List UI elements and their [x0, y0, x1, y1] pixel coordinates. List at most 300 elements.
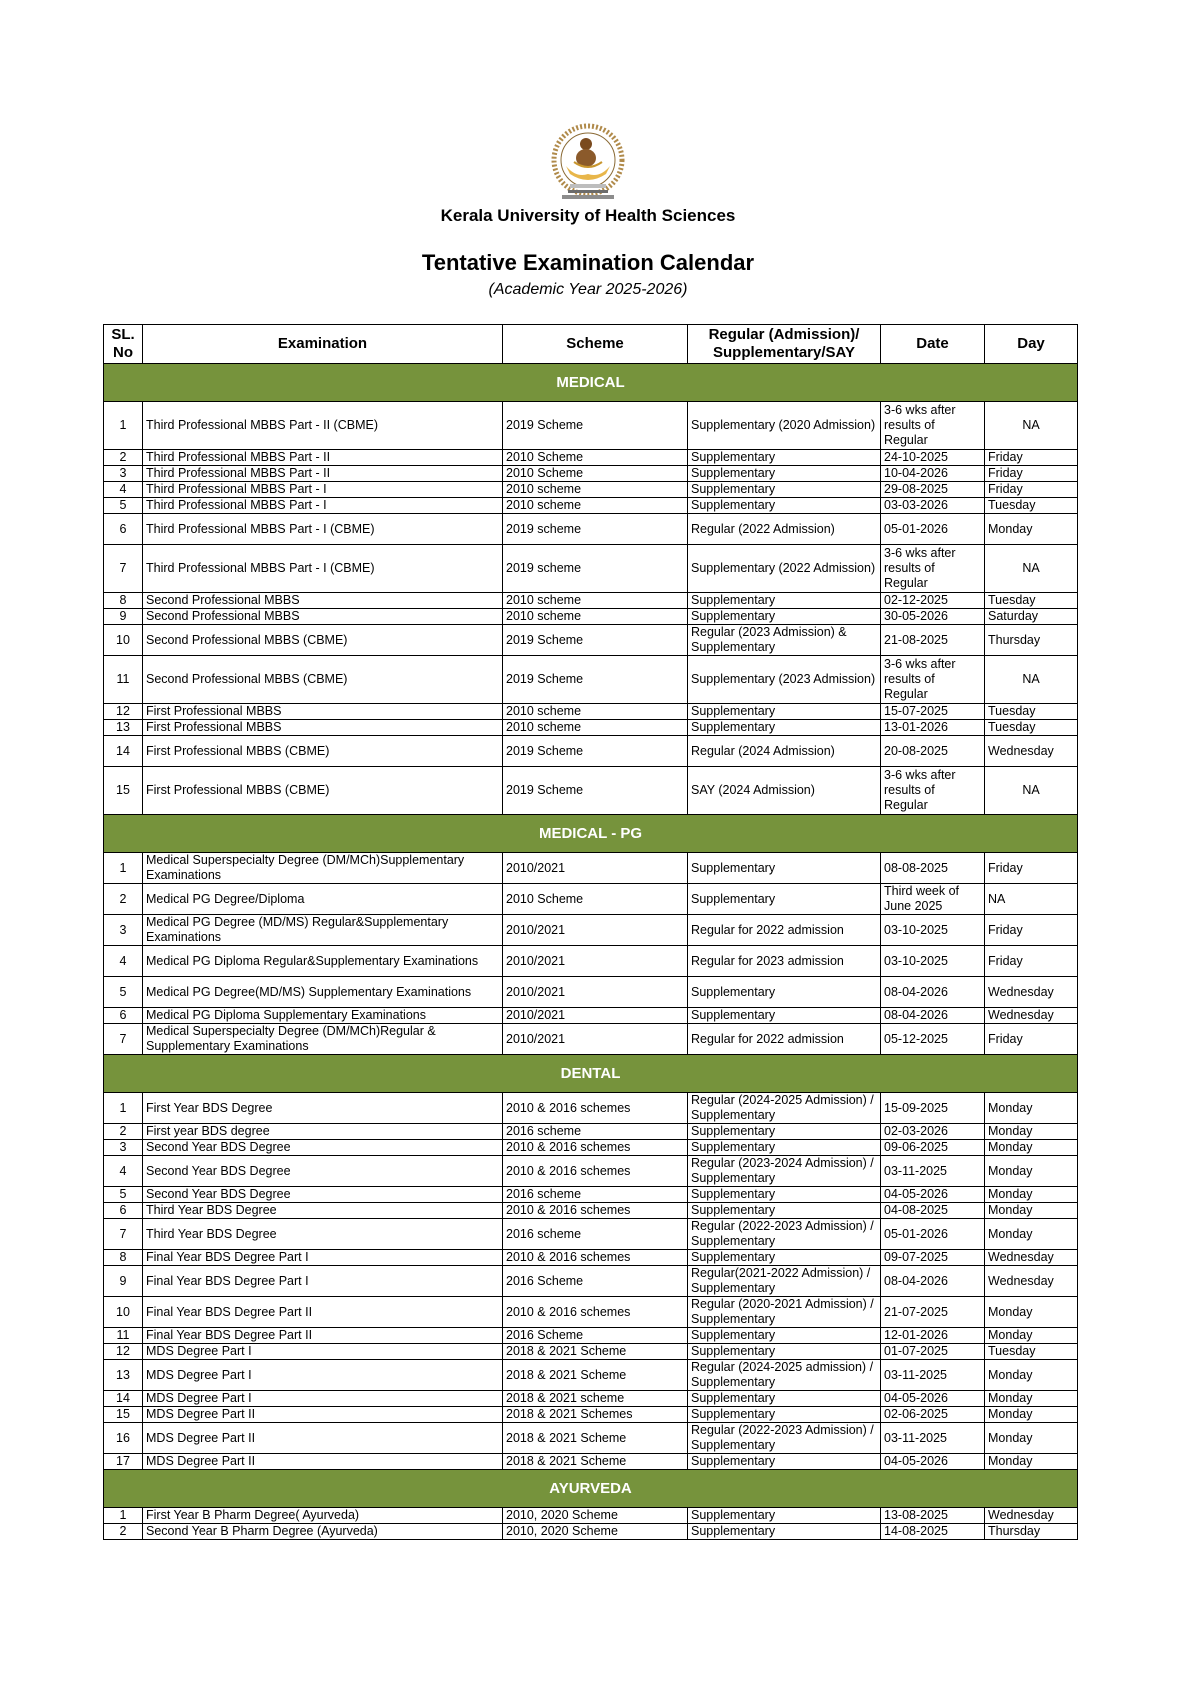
exam-calendar-table — [103, 324, 1078, 1540]
col-header-sl: SL. No — [104, 325, 143, 364]
table-row — [104, 736, 1078, 767]
cell-type: Regular for 2023 admission — [688, 946, 881, 977]
cell-date: 3-6 wks after results of Regular — [881, 767, 985, 815]
table-row — [104, 977, 1078, 1008]
cell-examination: First year BDS degree — [143, 1124, 503, 1140]
cell-examination: Final Year BDS Degree Part I — [143, 1250, 503, 1266]
cell-scheme: 2010 scheme — [503, 609, 688, 625]
cell-sl: 12 — [104, 704, 143, 720]
cell-examination: First Professional MBBS (CBME) — [143, 736, 503, 767]
table-row — [104, 450, 1078, 466]
cell-day: Friday — [985, 482, 1078, 498]
cell-day: Tuesday — [985, 1344, 1078, 1360]
cell-sl: 16 — [104, 1423, 143, 1454]
col-header-examination: Examination — [143, 325, 503, 364]
cell-examination: First Professional MBBS (CBME) — [143, 767, 503, 815]
cell-date: 21-07-2025 — [881, 1297, 985, 1328]
table-row — [104, 482, 1078, 498]
cell-scheme: 2010 scheme — [503, 593, 688, 609]
cell-day: Friday — [985, 915, 1078, 946]
cell-date: 15-09-2025 — [881, 1093, 985, 1124]
cell-scheme: 2018 & 2021 Scheme — [503, 1360, 688, 1391]
cell-examination: Third Professional MBBS Part - I (CBME) — [143, 514, 503, 545]
cell-sl: 6 — [104, 1203, 143, 1219]
cell-day: Monday — [985, 1187, 1078, 1203]
cell-examination: Third Professional MBBS Part - I (CBME) — [143, 545, 503, 593]
table-row — [104, 1360, 1078, 1391]
cell-date: 05-01-2026 — [881, 1219, 985, 1250]
cell-sl: 2 — [104, 884, 143, 915]
cell-type: Supplementary (2023 Admission) — [688, 656, 881, 704]
section-row — [104, 1055, 1078, 1093]
cell-sl: 6 — [104, 514, 143, 545]
cell-type: Supplementary — [688, 1124, 881, 1140]
cell-examination: Medical PG Degree/Diploma — [143, 884, 503, 915]
cell-date: 03-03-2026 — [881, 498, 985, 514]
cell-day: Monday — [985, 1360, 1078, 1391]
cell-type: Supplementary — [688, 1008, 881, 1024]
cell-examination: Third Year BDS Degree — [143, 1219, 503, 1250]
cell-scheme: 2010 & 2016 schemes — [503, 1156, 688, 1187]
cell-type: Regular (2020-2021 Admission) / Supplementary — [688, 1297, 881, 1328]
cell-scheme: 2018 & 2021 Schemes — [503, 1407, 688, 1423]
cell-examination: Medical PG Degree (MD/MS) Regular&Supplementary Examinations — [143, 915, 503, 946]
table-row — [104, 1203, 1078, 1219]
cell-date: 20-08-2025 — [881, 736, 985, 767]
cell-scheme: 2010 Scheme — [503, 466, 688, 482]
section-row — [104, 815, 1078, 853]
cell-type: Regular (2024-2025 Admission) / Supplementary — [688, 1093, 881, 1124]
cell-day: Tuesday — [985, 720, 1078, 736]
table-row — [104, 1024, 1078, 1055]
cell-scheme: 2018 & 2021 Scheme — [503, 1344, 688, 1360]
cell-examination: Second Professional MBBS — [143, 609, 503, 625]
cell-date: 08-04-2026 — [881, 1266, 985, 1297]
section-row — [104, 364, 1078, 402]
cell-scheme: 2016 scheme — [503, 1219, 688, 1250]
table-row — [104, 915, 1078, 946]
cell-day: Monday — [985, 1328, 1078, 1344]
cell-day: NA — [985, 402, 1078, 450]
table-row — [104, 593, 1078, 609]
cell-examination: Medical PG Diploma Regular&Supplementary Examinations — [143, 946, 503, 977]
cell-date: 13-08-2025 — [881, 1508, 985, 1524]
cell-type: SAY (2024 Admission) — [688, 767, 881, 815]
cell-sl: 4 — [104, 1156, 143, 1187]
cell-day: Tuesday — [985, 498, 1078, 514]
cell-sl: 13 — [104, 1360, 143, 1391]
table-row — [104, 466, 1078, 482]
cell-examination: First Professional MBBS — [143, 720, 503, 736]
cell-scheme: 2010 scheme — [503, 482, 688, 498]
cell-sl: 17 — [104, 1454, 143, 1470]
cell-sl: 10 — [104, 625, 143, 656]
cell-type: Supplementary — [688, 884, 881, 915]
cell-day: Wednesday — [985, 977, 1078, 1008]
cell-type: Supplementary — [688, 450, 881, 466]
cell-examination: Medical Superspecialty Degree (DM/MCh)Supplementary Examinations — [143, 853, 503, 884]
cell-scheme: 2010 Scheme — [503, 450, 688, 466]
cell-examination: Third Professional MBBS Part - II — [143, 450, 503, 466]
table-row — [104, 853, 1078, 884]
cell-sl: 1 — [104, 853, 143, 884]
cell-sl: 10 — [104, 1297, 143, 1328]
cell-sl: 7 — [104, 1219, 143, 1250]
cell-sl: 11 — [104, 656, 143, 704]
section-row — [104, 1470, 1078, 1508]
cell-day: Saturday — [985, 609, 1078, 625]
cell-sl: 14 — [104, 736, 143, 767]
cell-examination: Second Professional MBBS — [143, 593, 503, 609]
cell-sl: 5 — [104, 498, 143, 514]
cell-examination: Final Year BDS Degree Part II — [143, 1297, 503, 1328]
cell-examination: Final Year BDS Degree Part II — [143, 1328, 503, 1344]
cell-day: Monday — [985, 1156, 1078, 1187]
cell-type: Supplementary — [688, 720, 881, 736]
table-row — [104, 720, 1078, 736]
cell-date: 13-01-2026 — [881, 720, 985, 736]
cell-type: Supplementary — [688, 593, 881, 609]
cell-date: 12-01-2026 — [881, 1328, 985, 1344]
cell-date: 09-06-2025 — [881, 1140, 985, 1156]
cell-sl: 8 — [104, 593, 143, 609]
cell-scheme: 2019 Scheme — [503, 736, 688, 767]
cell-examination: MDS Degree Part II — [143, 1454, 503, 1470]
cell-examination: First Professional MBBS — [143, 704, 503, 720]
cell-type: Regular(2021-2022 Admission) / Supplementary — [688, 1266, 881, 1297]
table-row — [104, 625, 1078, 656]
cell-examination: Medical PG Diploma Supplementary Examinations — [143, 1008, 503, 1024]
cell-date: 03-11-2025 — [881, 1156, 985, 1187]
university-logo — [540, 122, 636, 206]
cell-type: Supplementary — [688, 1250, 881, 1266]
cell-sl: 9 — [104, 1266, 143, 1297]
calendar-body — [104, 364, 1078, 1540]
cell-date: 03-11-2025 — [881, 1360, 985, 1391]
cell-date: 10-04-2026 — [881, 466, 985, 482]
cell-scheme: 2018 & 2021 Scheme — [503, 1423, 688, 1454]
cell-sl: 11 — [104, 1328, 143, 1344]
cell-date: 21-08-2025 — [881, 625, 985, 656]
table-row — [104, 1423, 1078, 1454]
cell-day: Monday — [985, 1124, 1078, 1140]
cell-scheme: 2018 & 2021 Scheme — [503, 1454, 688, 1470]
cell-type: Supplementary — [688, 1524, 881, 1540]
cell-type: Regular (2024-2025 admission) / Supplementary — [688, 1360, 881, 1391]
table-row — [104, 1454, 1078, 1470]
table-row — [104, 1524, 1078, 1540]
col-header-date: Date — [881, 325, 985, 364]
cell-sl: 5 — [104, 977, 143, 1008]
table-row — [104, 1391, 1078, 1407]
cell-type: Supplementary — [688, 1407, 881, 1423]
cell-date: 03-11-2025 — [881, 1423, 985, 1454]
cell-scheme: 2010/2021 — [503, 977, 688, 1008]
cell-date: 08-04-2026 — [881, 1008, 985, 1024]
cell-day: Tuesday — [985, 704, 1078, 720]
cell-day: Friday — [985, 853, 1078, 884]
table-row — [104, 1140, 1078, 1156]
cell-day: Wednesday — [985, 736, 1078, 767]
cell-type: Supplementary — [688, 466, 881, 482]
cell-date: 04-05-2026 — [881, 1187, 985, 1203]
cell-type: Regular (2022-2023 Admission) / Supplementary — [688, 1219, 881, 1250]
cell-date: 09-07-2025 — [881, 1250, 985, 1266]
table-row — [104, 1297, 1078, 1328]
cell-examination: Third Professional MBBS Part - II — [143, 466, 503, 482]
table-row — [104, 704, 1078, 720]
section-title: MEDICAL — [104, 364, 1078, 402]
cell-sl: 1 — [104, 1093, 143, 1124]
cell-date: 08-04-2026 — [881, 977, 985, 1008]
section-title: DENTAL — [104, 1055, 1078, 1093]
cell-examination: Medical Superspecialty Degree (DM/MCh)Regular & Supplementary Examinations — [143, 1024, 503, 1055]
cell-date: 30-05-2026 — [881, 609, 985, 625]
cell-type: Supplementary — [688, 609, 881, 625]
table-row — [104, 1124, 1078, 1140]
cell-sl: 1 — [104, 1508, 143, 1524]
cell-day: Monday — [985, 1203, 1078, 1219]
cell-date: 15-07-2025 — [881, 704, 985, 720]
cell-day: Monday — [985, 1391, 1078, 1407]
cell-day: Monday — [985, 1407, 1078, 1423]
cell-scheme: 2010/2021 — [503, 1008, 688, 1024]
table-row — [104, 1187, 1078, 1203]
cell-date: 3-6 wks after results of Regular — [881, 402, 985, 450]
cell-examination: Third Professional MBBS Part - I — [143, 498, 503, 514]
cell-scheme: 2016 scheme — [503, 1124, 688, 1140]
table-row — [104, 1508, 1078, 1524]
cell-scheme: 2010 scheme — [503, 498, 688, 514]
cell-day: Monday — [985, 1454, 1078, 1470]
cell-examination: Second Year B Pharm Degree (Ayurveda) — [143, 1524, 503, 1540]
cell-sl: 5 — [104, 1187, 143, 1203]
cell-scheme: 2010 & 2016 schemes — [503, 1093, 688, 1124]
col-header-type: Regular (Admission)/ Supplementary/SAY — [688, 325, 881, 364]
cell-examination: Second Professional MBBS (CBME) — [143, 656, 503, 704]
cell-date: 04-05-2026 — [881, 1391, 985, 1407]
cell-sl: 7 — [104, 545, 143, 593]
cell-examination: Third Professional MBBS Part - II (CBME) — [143, 402, 503, 450]
cell-date: 3-6 wks after results of Regular — [881, 545, 985, 593]
cell-date: 04-08-2025 — [881, 1203, 985, 1219]
cell-date: 02-03-2026 — [881, 1124, 985, 1140]
table-row — [104, 514, 1078, 545]
cell-examination: Final Year BDS Degree Part I — [143, 1266, 503, 1297]
table-row — [104, 656, 1078, 704]
cell-day: Wednesday — [985, 1508, 1078, 1524]
cell-examination: Second Year BDS Degree — [143, 1187, 503, 1203]
cell-sl: 6 — [104, 1008, 143, 1024]
cell-day: Wednesday — [985, 1250, 1078, 1266]
table-row — [104, 767, 1078, 815]
cell-scheme: 2010 & 2016 schemes — [503, 1203, 688, 1219]
cell-type: Supplementary — [688, 1454, 881, 1470]
cell-sl: 2 — [104, 1524, 143, 1540]
cell-day: Monday — [985, 1140, 1078, 1156]
cell-date: 02-06-2025 — [881, 1407, 985, 1423]
cell-scheme: 2010/2021 — [503, 915, 688, 946]
cell-date: 04-05-2026 — [881, 1454, 985, 1470]
table-row — [104, 1328, 1078, 1344]
cell-date: 03-10-2025 — [881, 915, 985, 946]
cell-type: Regular (2022 Admission) — [688, 514, 881, 545]
cell-type: Supplementary — [688, 853, 881, 884]
col-header-scheme: Scheme — [503, 325, 688, 364]
cell-day: Tuesday — [985, 593, 1078, 609]
cell-sl: 9 — [104, 609, 143, 625]
cell-type: Supplementary — [688, 1508, 881, 1524]
cell-examination: MDS Degree Part II — [143, 1407, 503, 1423]
cell-examination: Third Professional MBBS Part - I — [143, 482, 503, 498]
cell-day: Monday — [985, 1219, 1078, 1250]
table-row — [104, 1344, 1078, 1360]
cell-day: Thursday — [985, 1524, 1078, 1540]
cell-examination: Second Professional MBBS (CBME) — [143, 625, 503, 656]
cell-sl: 15 — [104, 1407, 143, 1423]
cell-scheme: 2016 Scheme — [503, 1328, 688, 1344]
cell-sl: 3 — [104, 1140, 143, 1156]
cell-sl: 4 — [104, 946, 143, 977]
cell-type: Regular (2024 Admission) — [688, 736, 881, 767]
cell-examination: MDS Degree Part I — [143, 1344, 503, 1360]
cell-scheme: 2019 Scheme — [503, 767, 688, 815]
cell-examination: Second Year BDS Degree — [143, 1156, 503, 1187]
cell-sl: 8 — [104, 1250, 143, 1266]
cell-date: 03-10-2025 — [881, 946, 985, 977]
document-title: Tentative Examination Calendar — [421, 250, 755, 275]
cell-type: Supplementary — [688, 1203, 881, 1219]
cell-day: NA — [985, 545, 1078, 593]
col-header-day: Day — [985, 325, 1078, 364]
cell-scheme: 2010, 2020 Scheme — [503, 1524, 688, 1540]
cell-examination: MDS Degree Part I — [143, 1360, 503, 1391]
university-name: Kerala University of Health Sciences — [440, 206, 736, 225]
cell-type: Supplementary — [688, 1140, 881, 1156]
cell-scheme: 2018 & 2021 scheme — [503, 1391, 688, 1407]
cell-day: Monday — [985, 1297, 1078, 1328]
cell-sl: 7 — [104, 1024, 143, 1055]
cell-scheme: 2016 scheme — [503, 1187, 688, 1203]
cell-examination: Medical PG Degree(MD/MS) Supplementary Examinations — [143, 977, 503, 1008]
cell-sl: 3 — [104, 915, 143, 946]
cell-date: 3-6 wks after results of Regular — [881, 656, 985, 704]
cell-scheme: 2010/2021 — [503, 946, 688, 977]
cell-scheme: 2019 Scheme — [503, 402, 688, 450]
cell-scheme: 2019 Scheme — [503, 625, 688, 656]
cell-type: Supplementary — [688, 977, 881, 1008]
cell-date: 29-08-2025 — [881, 482, 985, 498]
document-subtitle: (Academic Year 2025-2026) — [488, 281, 688, 298]
cell-type: Supplementary (2022 Admission) — [688, 545, 881, 593]
cell-day: Friday — [985, 946, 1078, 977]
cell-scheme: 2010 & 2016 schemes — [503, 1250, 688, 1266]
cell-examination: MDS Degree Part II — [143, 1423, 503, 1454]
cell-scheme: 2019 Scheme — [503, 656, 688, 704]
cell-scheme: 2019 scheme — [503, 545, 688, 593]
table-row — [104, 1156, 1078, 1187]
table-row — [104, 1407, 1078, 1423]
cell-date: 02-12-2025 — [881, 593, 985, 609]
cell-scheme: 2010 & 2016 schemes — [503, 1297, 688, 1328]
cell-day: NA — [985, 884, 1078, 915]
table-row — [104, 609, 1078, 625]
cell-sl: 14 — [104, 1391, 143, 1407]
cell-day: Monday — [985, 514, 1078, 545]
cell-day: Friday — [985, 1024, 1078, 1055]
cell-scheme: 2010 Scheme — [503, 884, 688, 915]
cell-type: Regular for 2022 admission — [688, 1024, 881, 1055]
cell-day: Monday — [985, 1093, 1078, 1124]
table-row — [104, 1219, 1078, 1250]
cell-sl: 4 — [104, 482, 143, 498]
table-row — [104, 1008, 1078, 1024]
table-row — [104, 1266, 1078, 1297]
cell-type: Regular (2023 Admission) & Supplementary — [688, 625, 881, 656]
cell-type: Regular (2023-2024 Admission) / Supplementary — [688, 1156, 881, 1187]
table-row — [104, 1093, 1078, 1124]
cell-day: Thursday — [985, 625, 1078, 656]
table-row — [104, 402, 1078, 450]
cell-scheme: 2016 Scheme — [503, 1266, 688, 1297]
cell-day: NA — [985, 656, 1078, 704]
cell-type: Supplementary — [688, 1391, 881, 1407]
cell-type: Supplementary — [688, 1328, 881, 1344]
header-row — [104, 325, 1078, 364]
cell-scheme: 2010 scheme — [503, 720, 688, 736]
cell-day: Wednesday — [985, 1008, 1078, 1024]
cell-date: 05-12-2025 — [881, 1024, 985, 1055]
cell-day: Friday — [985, 450, 1078, 466]
cell-sl: 13 — [104, 720, 143, 736]
table-row — [104, 1250, 1078, 1266]
cell-sl: 12 — [104, 1344, 143, 1360]
cell-sl: 2 — [104, 450, 143, 466]
cell-scheme: 2010, 2020 Scheme — [503, 1508, 688, 1524]
cell-type: Supplementary (2020 Admission) — [688, 402, 881, 450]
cell-scheme: 2019 scheme — [503, 514, 688, 545]
section-title: AYURVEDA — [104, 1470, 1078, 1508]
cell-examination: Second Year BDS Degree — [143, 1140, 503, 1156]
cell-sl: 3 — [104, 466, 143, 482]
table-row — [104, 498, 1078, 514]
cell-type: Supplementary — [688, 1344, 881, 1360]
cell-date: Third week of June 2025 — [881, 884, 985, 915]
cell-type: Regular for 2022 admission — [688, 915, 881, 946]
section-title: MEDICAL - PG — [104, 815, 1078, 853]
table-row — [104, 884, 1078, 915]
cell-scheme: 2010/2021 — [503, 853, 688, 884]
cell-sl: 1 — [104, 402, 143, 450]
table-row — [104, 946, 1078, 977]
cell-examination: First Year B Pharm Degree( Ayurveda) — [143, 1508, 503, 1524]
cell-sl: 15 — [104, 767, 143, 815]
cell-type: Supplementary — [688, 498, 881, 514]
cell-examination: Third Year BDS Degree — [143, 1203, 503, 1219]
cell-scheme: 2010/2021 — [503, 1024, 688, 1055]
cell-date: 08-08-2025 — [881, 853, 985, 884]
table-row — [104, 545, 1078, 593]
cell-day: Monday — [985, 1423, 1078, 1454]
cell-day: Wednesday — [985, 1266, 1078, 1297]
cell-type: Supplementary — [688, 1187, 881, 1203]
cell-date: 14-08-2025 — [881, 1524, 985, 1540]
cell-type: Supplementary — [688, 704, 881, 720]
cell-day: NA — [985, 767, 1078, 815]
cell-type: Regular (2022-2023 Admission) / Supplementary — [688, 1423, 881, 1454]
cell-examination: MDS Degree Part I — [143, 1391, 503, 1407]
cell-date: 24-10-2025 — [881, 450, 985, 466]
